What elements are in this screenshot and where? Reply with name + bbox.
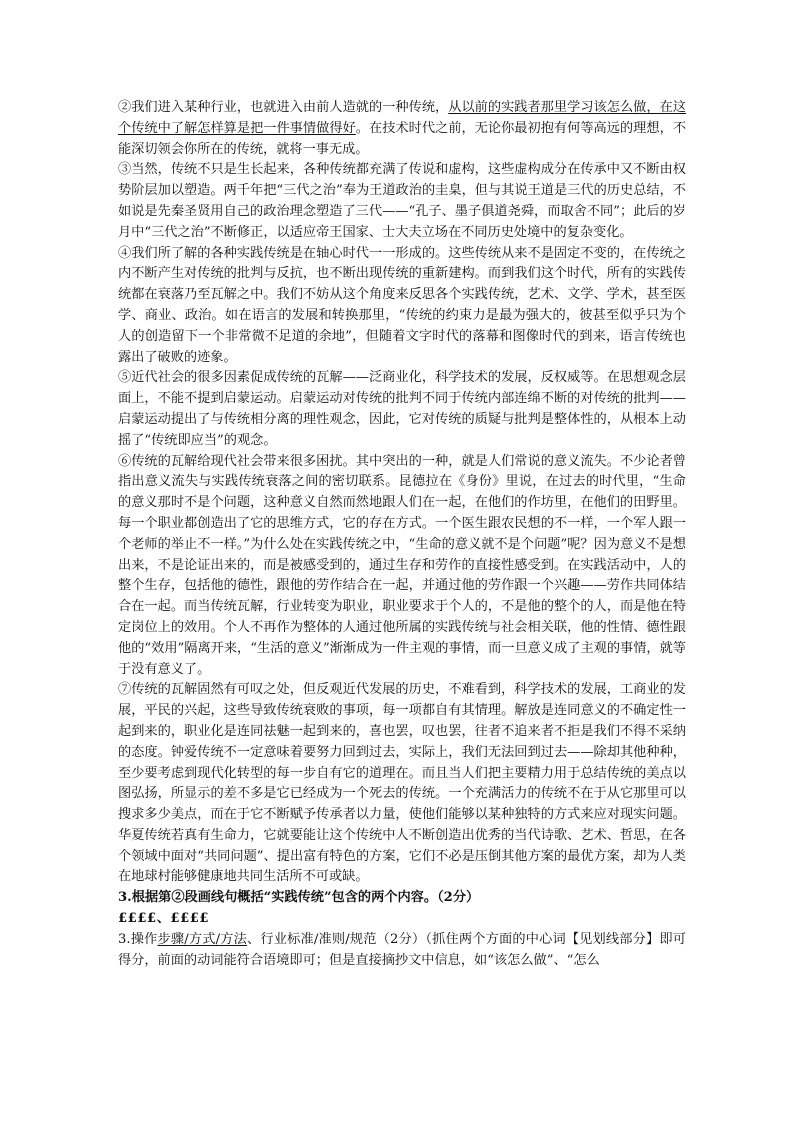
- paragraph-6: ⑥传统的瓦解给现代社会带来很多困扰。其中突出的一种，就是人们常说的意义流失。不少论者曾指出意义流失与实践传统衰落之间的密切联系。昆德拉在《身份》里说，在过去的时代里，“生命的意义那时不是个问题，这种意义自然而然地跟人们在一起，在他们的作坊里，在他们的田野里。每一个职业都创造出了它的思维方式，它的存在方式。一个医生跟农民想的不一样，一个军人跟一个老师的举止不一样。”为什么处在实践传统之中，“生命的意义就不是个问题”呢？因为意义不是想出来，不是论证出来的，而是被感受到的，通过生存和劳作的直接性感受到。在实践活动中，人的整个生存，包括他的德性，跟他的劳作结合在一起，并通过他的劳作跟一个兴趣——劳作共同体结合在一起。而当传统瓦解，行业转变为职业，职业要求于个人的，不是他的整个的人，而是他在特定岗位上的效用。个人不再作为整体的人通过他所属的实践传统与社会相关联，他的性情、德性跟他的“效用”隔离开来，“生活的意义”渐渐成为一件主观的事情，而一旦意义成了主观的事情，就等于没有意义了。: [118, 453, 686, 677]
- paragraph-4: ④我们所了解的各种实践传统是在轴心时代一一形成的。这些传统从来不是固定不变的，在传统之内不断产生对传统的批判与反抗，也不断出现传统的重新建构。而到我们这个时代，所有的实践传统都在衰落乃至瓦解之中。我们不妨从这个角度来反思各个实践传统，艺术、文学、学术，甚至医学、商业、政治。如在语言的发展和转换那里，“传统的约束力是最为强大的，彼甚至似乎只为个人的创造留下一个非常微不足道的余地”，但随着文字时代的落幕和图像时代的到来，语言传统也露出了破败的迹象。: [118, 245, 686, 365]
- paragraph-3: ③当然，传统不只是生长起来，各种传统都充满了传说和虚构，这些虚构成分在传承中又不断由权势阶层加以塑造。两千年把“三代之治”奉为王道政治的圭臬，但与其说王道是三代的历史总结，不如说是先秦圣贤用自己的政治理念塑造了三代——“孔子、墨子俱道尧舜，而取舍不同”；此后的岁月中“三代之治”不断修正，以适应帝王国家、士大夫立场在不同历史处境中的复杂变化。: [118, 162, 686, 240]
- paragraph-2-suffix: 。在技术时代之前，无论你最初抱有何等高远的理想，不能深切领会你所在的传统，就将一事无成。: [118, 120, 687, 157]
- question-3: 3.根据第②段画线句概括“实践传统”包含的两个内容。（2分）: [118, 890, 480, 906]
- paragraph-2-underlined-sentence: 从以前的实践者那里学习该怎么做，在这个传统中了解怎样算是把一件事情做得好: [118, 100, 687, 136]
- answer-blanks: ££££、££££: [118, 911, 210, 927]
- paragraph-5: ⑤近代社会的很多因素促成传统的瓦解——泛商业化，科学技术的发展，反权威等。在思想观念层面上，不能不提到启蒙运动。启蒙运动对传统的批判不同于传统内部连绵不断的对传统的批判——启蒙运动提出了与传统相分离的理性观念，因此，它对传统的质疑与批判是整体性的，从根本上动摇了“传统即应当”的观念。: [118, 370, 686, 448]
- document-page: [118, 98, 686, 971]
- paragraph-2: [118, 98, 686, 160]
- answer-prefix: 3.操作: [118, 931, 158, 947]
- answer-suffix: 、行业标准/准则/规范（2分）（抓住两个方面的中心词【见划线部分】即可得分，前面的动词能符合语境即可；但是直接摘抄文中信息，如“该怎么做”、“怎么: [118, 931, 686, 968]
- paragraph-2-prefix: ②我们进入某种行业，也就进入由前人造就的一种传统，: [118, 100, 449, 115]
- answer-underlined-keywords: 步骤/方式/方法: [157, 931, 248, 947]
- answer-3: [118, 930, 686, 972]
- paragraph-7: ⑦传统的瓦解固然有可叹之处，但反观近代发展的历史，不难看到，科学技术的发展，工商业的发展，平民的兴起，这些导致传统衰败的事项，每一项都自有其情理。解放是连同意义的不确定性一起到来的，职业化是连同祛魅一起到来的，喜也罢，叹也罢，往者不追来者不拒是我们不得不采纳的态度。钟爱传统不一定意味着要努力回到过去，实际上，我们无法回到过去——除却其他种种，至少要考虑到现代化转型的每一步自有它的道理在。而且当人们把主要精力用于总结传统的美点以图弘扬，所显示的差不多是它已经成为一个死去的传统。一个充满活力的传统不在于从它那里可以搜求多少美点，而在于它不断赋予传承者以力量，使他们能够以某种独特的方式来应对现实问题。华夏传统若真有生命力，它就要能让这个传统中人不断创造出优秀的当代诗歌、艺术、哲思，在各个领域中面对“共同问题”、提出富有特色的方案，它们不必是压倒其他方案的最优方案，却为人类在地球村能够健康地共同生活所不可或缺。: [118, 682, 686, 885]
